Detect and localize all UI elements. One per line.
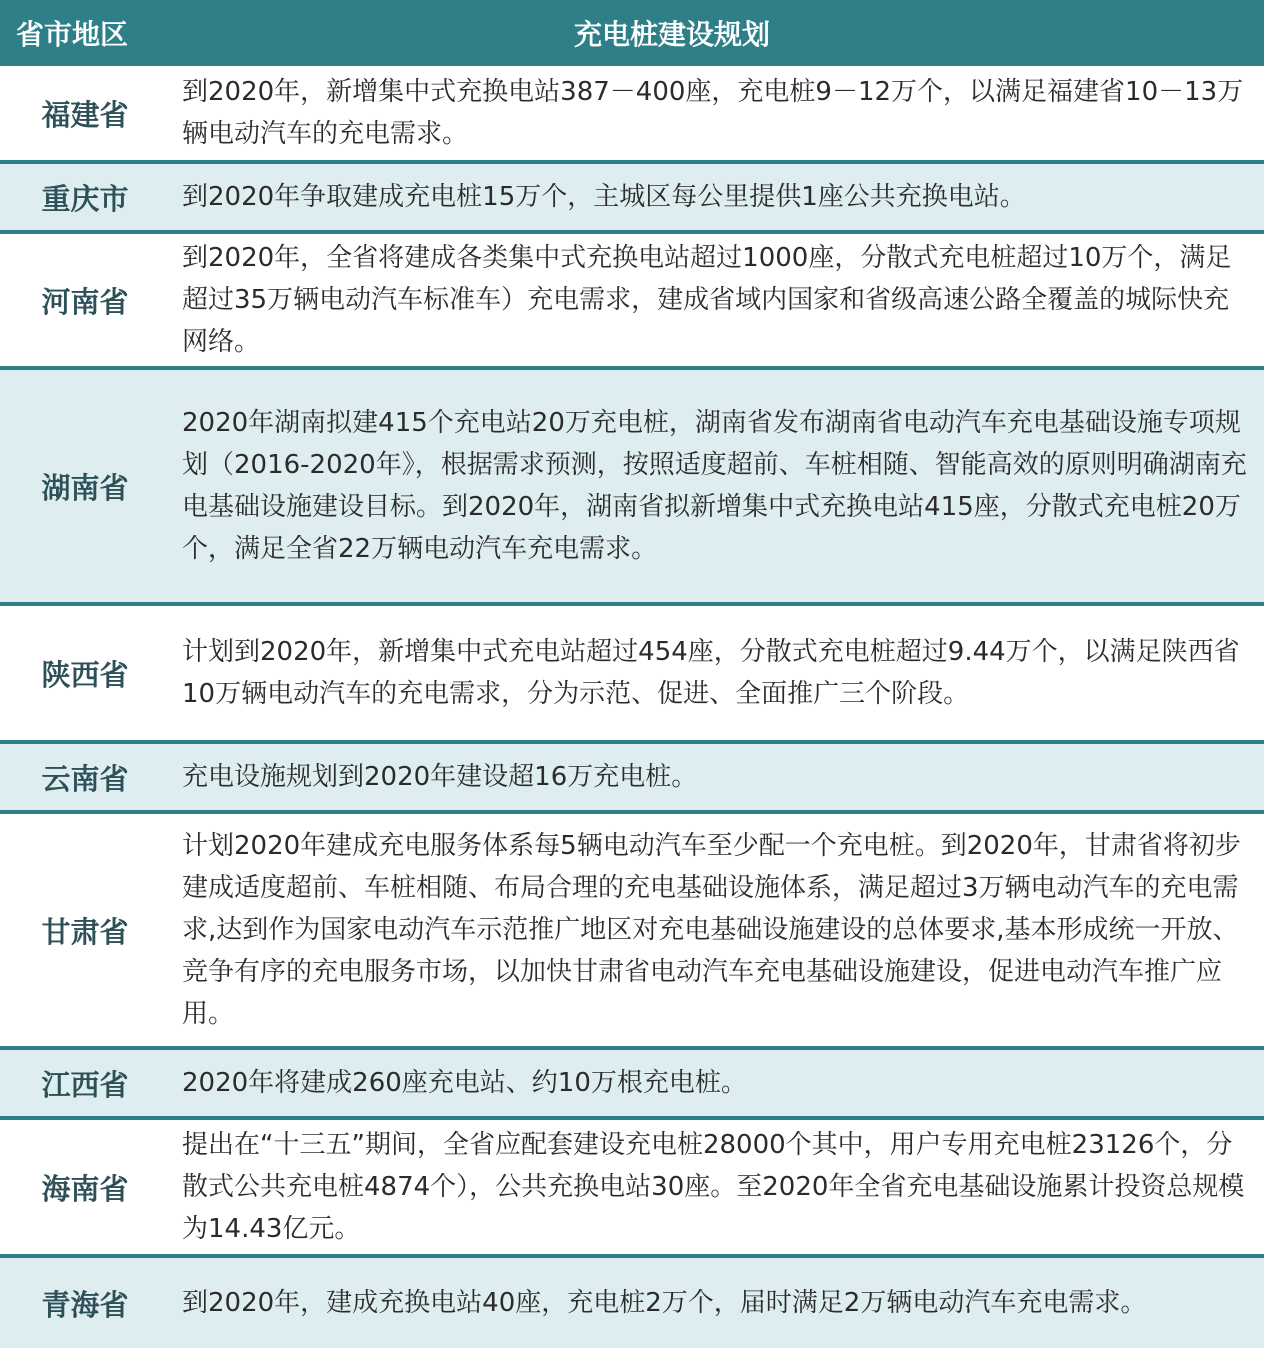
region-cell: 甘肃省	[41, 914, 129, 949]
plan-cell: 计划2020年建成充电服务体系每5辆电动汽车至少配一个充电桩。到2020年，甘肃省将初步建成适度超前、车桩相随、布局合理的充电基础设施体系，满足超过3万辆电动汽车的充电需求,达到作为国家电动汽车示范推广地区对充电基础设施建设的总体要求,基本形成统一开放、竞争有序的充电服务市场，以加快甘肃省电动汽车充电基础设施建设，促进电动汽车推广应用。	[182, 831, 1241, 1029]
plan-cell: 提出在“十三五”期间，全省应配套建设充电桩28000个其中，用户专用充电桩23126个，分散式公共充电桩4874个），公共充换电站30座。至2020年全省充电基础设施累计投资总规模为14.43亿元。	[182, 1130, 1245, 1244]
plan-cell: 到2020年争取建成充电桩15万个，主城区每公里提供1座公共充换电站。	[182, 182, 1026, 212]
table-row	[0, 606, 1264, 744]
region-cell: 海南省	[41, 1171, 129, 1206]
table-row	[0, 1120, 1264, 1258]
region-cell: 福建省	[41, 97, 129, 132]
region-cell: 重庆市	[41, 181, 129, 216]
plan-cell: 充电设施规划到2020年建设超16万充电桩。	[182, 762, 698, 792]
header-region: 省市地区	[16, 18, 129, 51]
region-cell: 陕西省	[41, 657, 129, 692]
plan-cell: 计划到2020年，新增集中式充电站超过454座，分散式充电桩超过9.44万个，以满足陕西省10万辆电动汽车的充电需求，分为示范、促进、全面推广三个阶段。	[182, 637, 1240, 709]
header-plan: 充电桩建设规划	[573, 18, 770, 51]
table-row	[0, 234, 1264, 370]
region-cell: 江西省	[41, 1067, 129, 1102]
plan-cell: 到2020年，建成充换电站40座，充电桩2万个，届时满足2万辆电动汽车充电需求。	[182, 1288, 1147, 1318]
table-header	[0, 0, 1264, 66]
table-row	[0, 744, 1264, 814]
plan-cell: 2020年将建成260座充电站、约10万根充电桩。	[182, 1068, 747, 1098]
plan-cell: 到2020年，全省将建成各类集中式充换电站超过1000座，分散式充电桩超过10万个，满足超过35万辆电动汽车标准车）充电需求，建成省域内国家和省级高速公路全覆盖的城际快充网络。	[182, 243, 1232, 357]
plan-cell: 2020年湖南拟建415个充电站20万充电桩，湖南省发布湖南省电动汽车充电基础设施专项规划（2016-2020年》，根据需求预测，按照适度超前、车桩相随、智能高效的原则明确湖南充电基础设施建设目标。到2020年，湖南省拟新增集中式充换电站415座，分散式充电桩20万个，满足全省22万辆电动汽车充电需求。	[182, 408, 1247, 564]
region-cell: 湖南省	[41, 470, 129, 505]
table-row	[0, 1258, 1264, 1348]
table-row	[0, 164, 1264, 234]
region-cell: 青海省	[41, 1287, 129, 1322]
plan-cell: 到2020年，新增集中式充换电站387－400座，充电桩9－12万个，以满足福建省10－13万辆电动汽车的充电需求。	[182, 77, 1244, 149]
table-row	[0, 1050, 1264, 1120]
table-row	[0, 66, 1264, 164]
table-row	[0, 814, 1264, 1050]
table-row	[0, 370, 1264, 606]
region-cell: 河南省	[41, 284, 129, 319]
region-cell: 云南省	[41, 761, 129, 796]
